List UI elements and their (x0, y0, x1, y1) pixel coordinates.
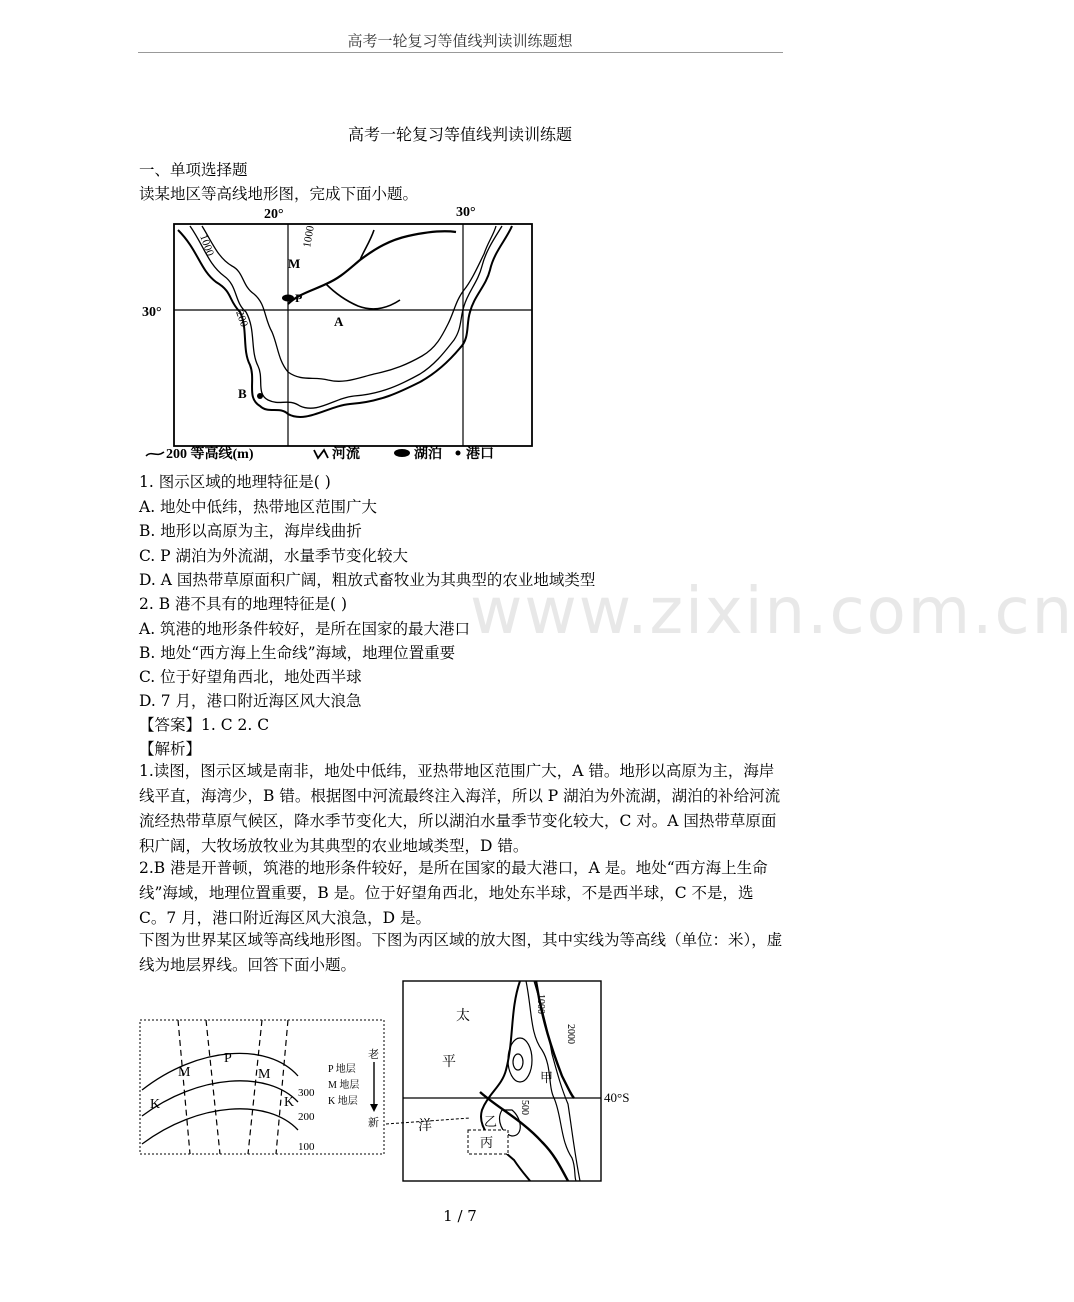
label-1000-east: 1000 (301, 224, 317, 249)
analysis-label: 【解析】 (139, 740, 202, 758)
legend-river-symbol (314, 450, 328, 458)
q2-option-c: C. 位于好望角西北，地处西半球 (139, 668, 362, 686)
legend-port-symbol (456, 451, 461, 456)
q1-option-b: B. 地形以高原为主，海岸线曲折 (139, 522, 362, 540)
contour-500: 500 (519, 1100, 530, 1115)
page-number: 1 / 7 (443, 1207, 477, 1225)
layer-m-right: M (258, 1067, 271, 1082)
contour-100 (142, 1109, 298, 1144)
age-old: 老 (368, 1049, 379, 1061)
q1-option-a: A. 地处中低纬，热带地区范围广大 (139, 498, 378, 516)
contour-1000: 1000 (535, 994, 546, 1014)
contour-label-300: 300 (298, 1087, 315, 1099)
watermark: www.zixin.com.cn (470, 575, 1074, 649)
analysis-1: 1.读图，图示区域是南非，地处中低纬，亚热带地区范围广大，A 错。地形以高原为主，海岸线平直，海湾少，B 错。根据图中河流最终注入海洋，所以 P 湖泊为外流湖，湖泊的补给河流流经热带草原气候区，降水季节变化大，所以湖泊水量季节变化较大，C 对。A 国热带草原面积广阔，大牧场放牧业为其典型的农业地域类型，D 错。 (139, 762, 781, 855)
label-m: M (288, 256, 301, 271)
port-b (257, 393, 263, 399)
contour-2000: 2000 (565, 1024, 576, 1044)
tributary (326, 284, 400, 309)
legend-m-layer: M 地层 (328, 1080, 360, 1091)
q1-option-c: C. P 湖泊为外流湖，水量季节变化较大 (139, 547, 409, 565)
place-bing: 丙 (480, 1135, 494, 1150)
contour-label-200: 200 (298, 1111, 315, 1123)
page-header: 高考一轮复习等值线判读训练题想 (347, 32, 573, 50)
layer-m-left: M (178, 1065, 191, 1080)
label-1000-west: 1000 (197, 232, 216, 258)
lon-label-20: 20° (264, 207, 284, 222)
place-jia: 甲 (540, 1070, 554, 1085)
document-title: 高考一轮复习等值线判读训练题 (347, 125, 572, 144)
q2-option-b: B. 地处“西方海上生命线”海域，地理位置重要 (139, 644, 456, 662)
enlarged-map (402, 980, 648, 1184)
label-200: 200 (233, 308, 251, 329)
ocean-char-3: 洋 (418, 1119, 432, 1134)
intro-text-2: 下图为世界某区域等高线地形图。下图为丙区域的放大图，其中实线为等高线（单位：米），虚线为地层界线。回答下面小题。 (139, 931, 783, 974)
legend-lake: 湖泊 (414, 447, 442, 462)
legend-p-layer: P 地层 (328, 1064, 356, 1075)
label-a: A (334, 314, 344, 329)
q1-stem: 1. 图示区域的地理特征是( ) (139, 473, 331, 491)
q2-stem: 2. B 港不具有的地理特征是( ) (139, 595, 348, 613)
ocean-char-2: 平 (442, 1055, 456, 1070)
strata-map (138, 1016, 388, 1158)
section-heading: 一、单项选择题 (139, 161, 248, 179)
lat-40s: 40°S (604, 1090, 630, 1105)
analysis-2: 2.B 港是开普顿，筑港的地形条件较好，是所在国家的最大港口，A 是。地处“西方海上生命线”海域，地理位置重要，B 是。位于好望角西北，地处东半球，不是西半球，C 不是，选 C。7 月，港口附近海区风大浪急，D 是。 (139, 859, 768, 927)
q2-option-a: A. 筑港的地形条件较好，是所在国家的最大港口 (139, 620, 471, 638)
layer-p: P (224, 1051, 232, 1066)
contour-label-100: 100 (298, 1141, 315, 1153)
legend-lake-symbol (394, 449, 410, 457)
age-new: 新 (368, 1117, 379, 1129)
q1-option-d: D. A 国热带草原面积广阔，粗放式畜牧业为其典型的农业地域类型 (139, 571, 596, 589)
contour-300 (142, 1053, 298, 1090)
lon-label-30: 30° (456, 205, 476, 220)
legend-river: 河流 (332, 447, 360, 462)
legend-contour: 200 等高线(m) (166, 447, 254, 462)
label-b: B (238, 386, 247, 401)
place-yi: 乙 (484, 1114, 498, 1129)
layer-k-right: K (284, 1095, 295, 1110)
map-frame (174, 224, 532, 446)
header-divider (138, 52, 783, 53)
lake-p (282, 295, 294, 302)
legend-k-layer: K 地层 (328, 1096, 358, 1107)
label-p: P (295, 291, 303, 305)
intro-text-1: 读某地区等高线地形图，完成下面小题。 (139, 185, 419, 203)
answer: 【答案】1. C 2. C (139, 716, 270, 734)
lat-label-30: 30° (142, 305, 162, 320)
contour-map-1 (138, 200, 538, 465)
coastline (178, 226, 512, 417)
legend-port: 港口 (466, 447, 494, 462)
ocean-char-1: 太 (456, 1009, 470, 1024)
legend-contour-symbol (146, 452, 164, 456)
q2-option-d: D. 7 月，港口附近海区风大浪急 (139, 692, 362, 710)
layer-k-left: K (150, 1097, 161, 1112)
